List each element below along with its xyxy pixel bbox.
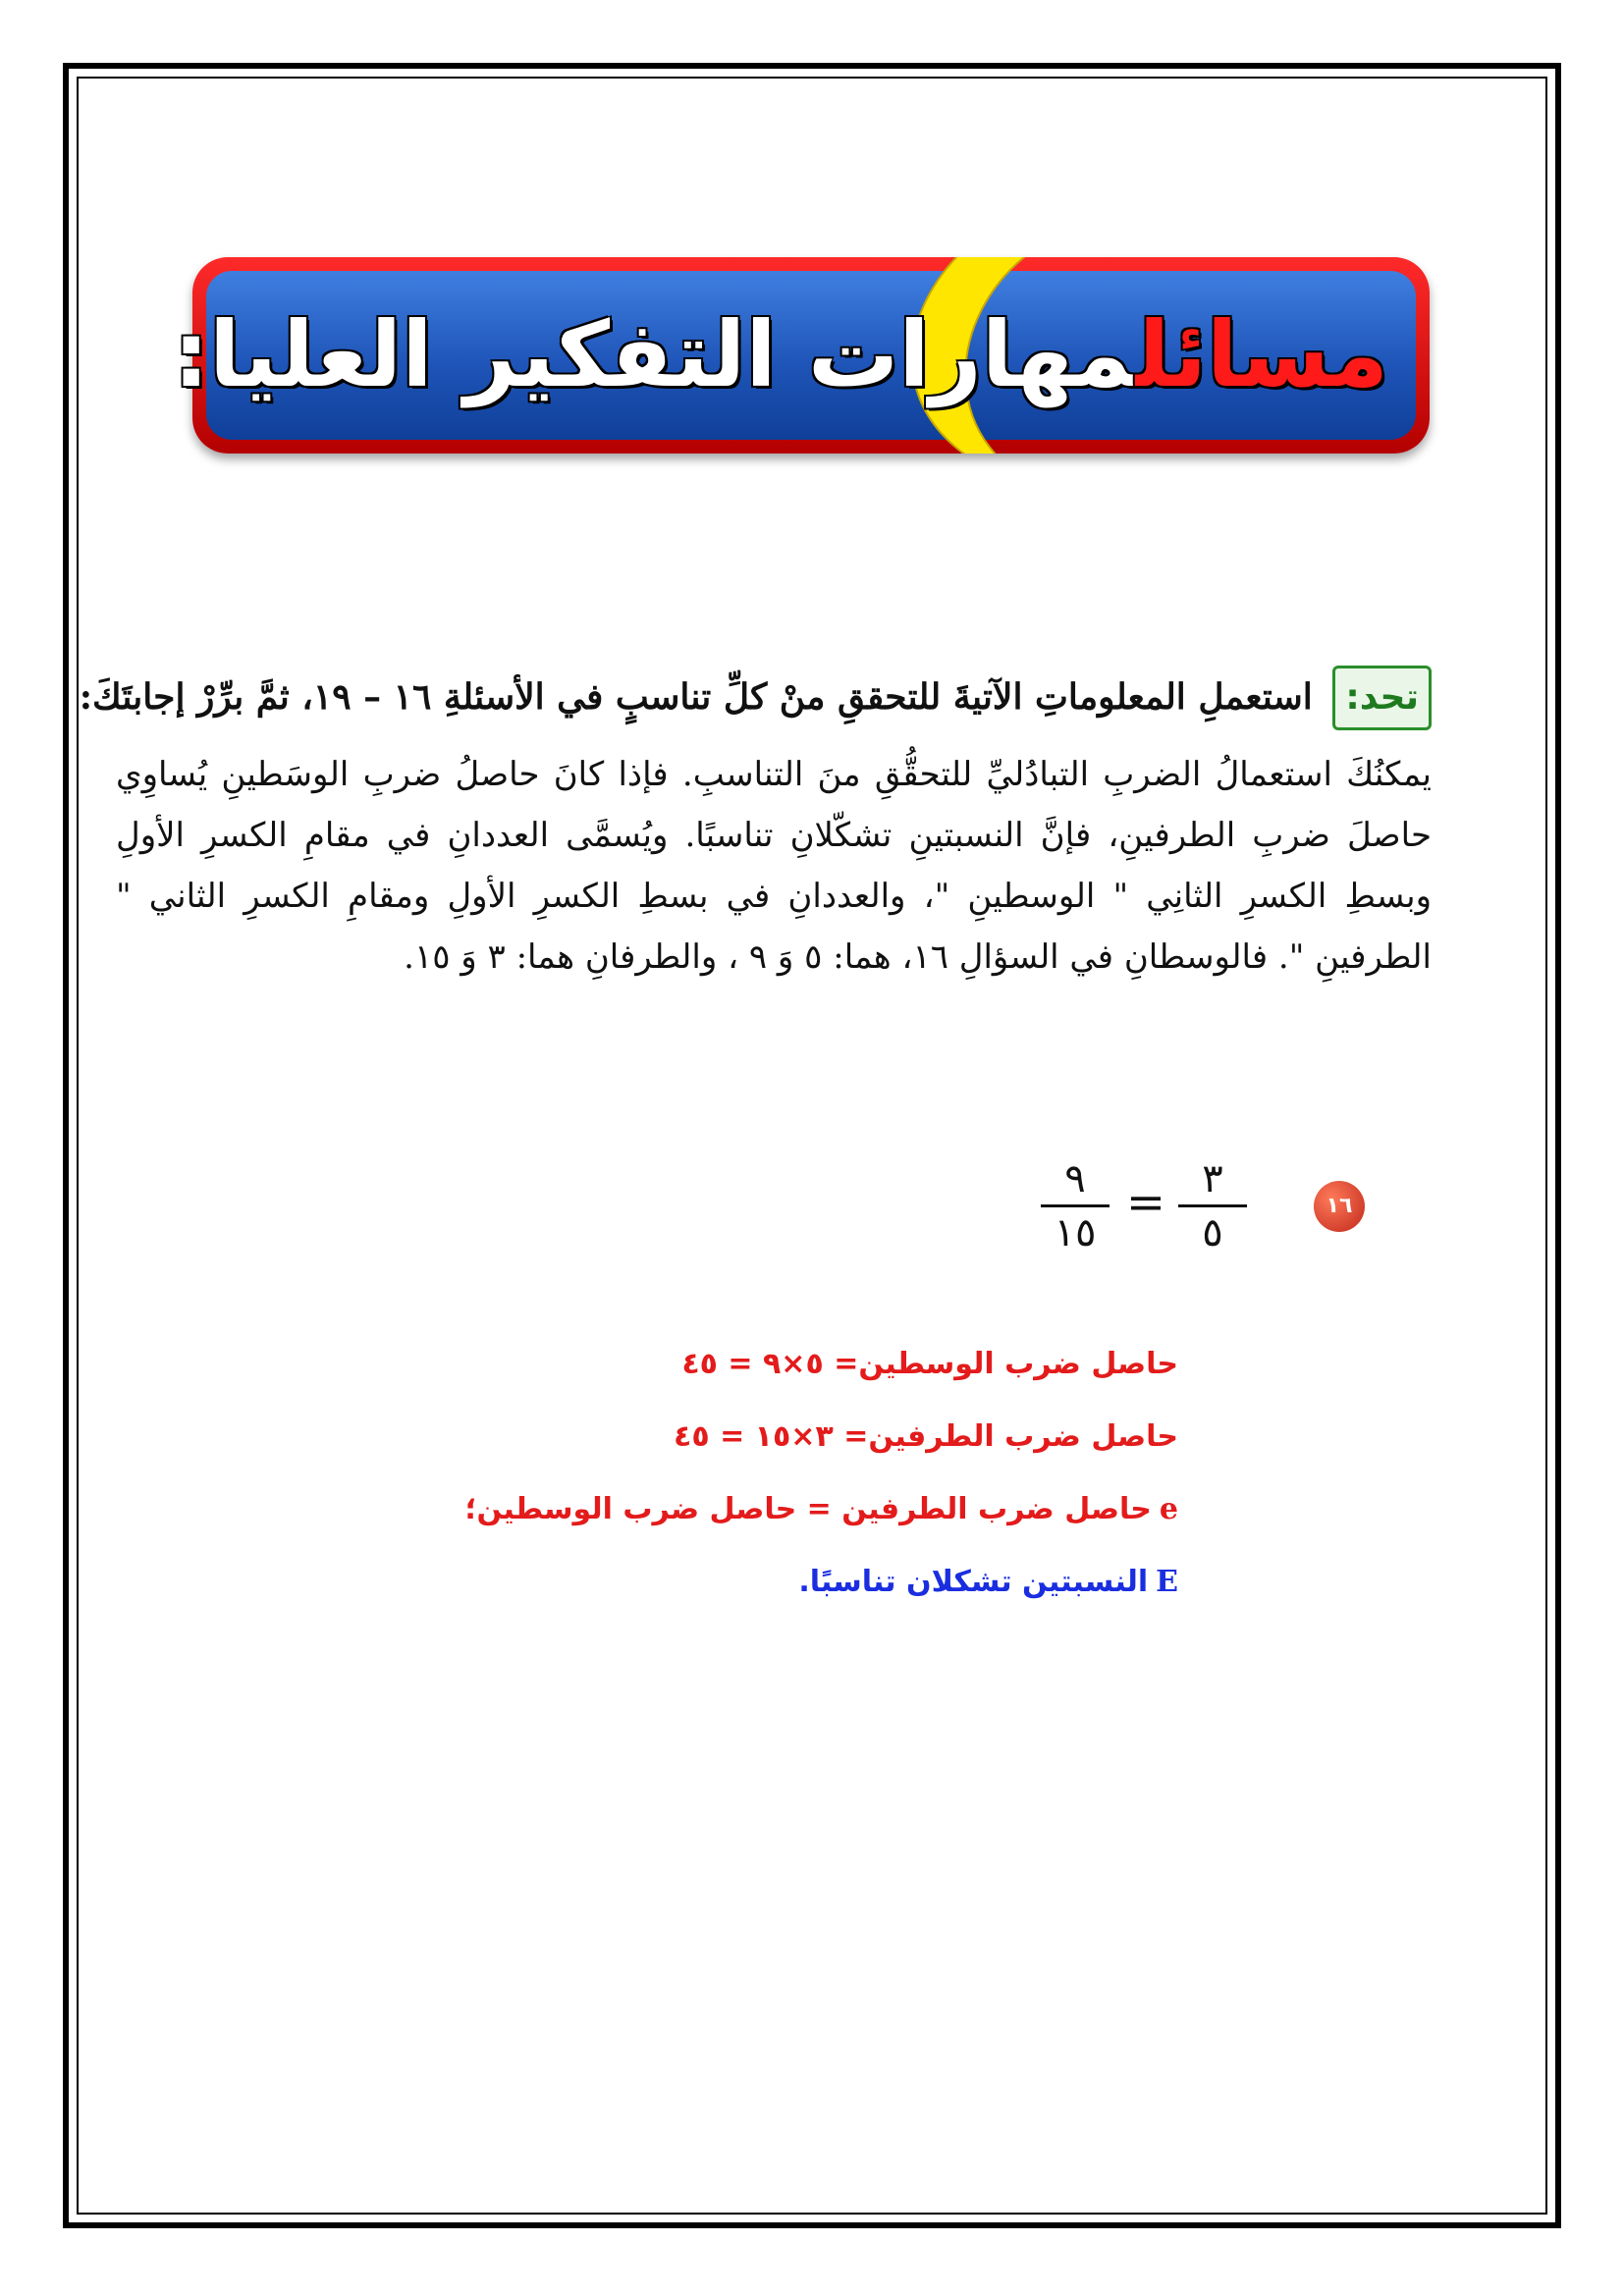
therefore-symbol: E xyxy=(1156,1565,1178,1599)
fraction-left xyxy=(1041,1153,1110,1258)
because-symbol: e xyxy=(1159,1492,1178,1526)
answer-block xyxy=(464,1335,1178,1626)
fraction-left-denominator: ١٥ xyxy=(1054,1210,1097,1255)
equals-sign: = xyxy=(1125,1175,1166,1230)
fraction-right-denominator: ٥ xyxy=(1202,1210,1223,1255)
title-banner xyxy=(173,257,1430,454)
banner-title xyxy=(173,287,1388,424)
banner-title-rest: مهارات التفكير العليا: xyxy=(173,302,1136,407)
challenge-paragraph: يمكنُكَ استعمالُ الضربِ التبادُليِّ للتحقُّقِ منَ التناسبِ. فإذا كانَ حاصلُ ضربِ الوسَطينِ يُساوِي حاصلَ ضربِ الطرفينِ، فإنَّ النسبتينِ تشكّلانِ تناسبًا. ويُسمَّى العددانِ في مقامِ الكسرِ الأولِ وبسطِ الكسرِ الثانِي " الوسطينِ "، والعددانِ في بسطِ الكسرِ الأولِ ومقامِ الكسرِ الثاني " الطرفينِ ". فالوسطانِ في السؤالِ ١٦، هما: ٥ وَ ٩ ، والطرفانِ هما: ٣ وَ ١٥. xyxy=(116,755,1432,977)
question-16 xyxy=(1041,1153,1365,1281)
challenge-intro: استعملِ المعلوماتِ الآتيةَ للتحققِ منْ كلِّ تناسبٍ في الأسئلةِ ١٦ – ١٩، ثمَّ برِّرْ إجابتَكَ: xyxy=(79,676,1313,718)
fraction-right xyxy=(1178,1153,1247,1258)
question-number-badge: ١٦ xyxy=(1314,1181,1365,1232)
fraction-left-numerator: ٩ xyxy=(1064,1156,1086,1201)
challenge-section xyxy=(79,666,1432,988)
fraction-right-numerator: ٣ xyxy=(1202,1156,1223,1201)
answer-line-middle-product: حاصل ضرب الوسطين= ٥×٩ = ٤٥ xyxy=(681,1347,1178,1381)
answer-line-comparison-text: حاصل ضرب الطرفين = حاصل ضرب الوسطين؛ xyxy=(464,1492,1152,1526)
answer-line-extreme-product: حاصل ضرب الطرفين= ٣×١٥ = ٤٥ xyxy=(674,1419,1178,1454)
answer-line-comparison xyxy=(464,1480,1178,1539)
answer-line-conclusion-text: النسبتين تشكلان تناسبًا. xyxy=(798,1565,1149,1599)
challenge-heading xyxy=(79,666,1432,730)
banner-title-accent: مسائل xyxy=(1135,302,1388,407)
challenge-tag: تحد: xyxy=(1332,666,1432,730)
answer-line-conclusion xyxy=(491,1553,1178,1612)
